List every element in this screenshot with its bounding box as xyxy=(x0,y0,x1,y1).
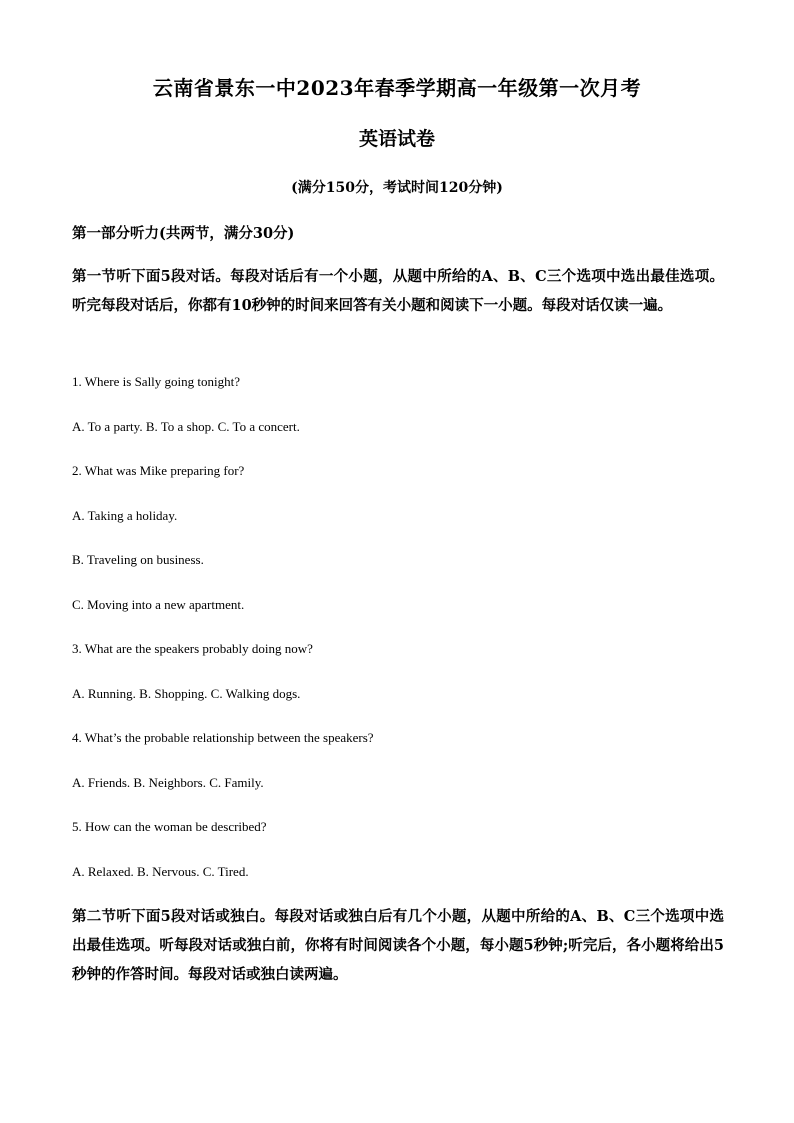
question-line: 1. Where is Sally going tonight? xyxy=(72,374,241,389)
option-line: A. Running. B. Shopping. C. Walking dogs. xyxy=(72,686,301,701)
option-line: A. Relaxed. B. Nervous. C. Tired. xyxy=(72,864,249,879)
question-line: 2. What was Mike preparing for? xyxy=(72,463,245,478)
exam-meta: (满分150分，考试时间120分钟) xyxy=(291,180,503,196)
option-line: C. Moving into a new apartment. xyxy=(72,597,245,612)
section-2-instructions: 第二节听下面5段对话或独白。每段对话或独白后有几个小题，从题中所给的A、B、C三个选项中选出最佳选项。听每段对话或独白前，你将有时间阅读各个小题，每小题5秒钟;听完后，各小题将给出5秒钟的作答时间。每段对话或独白读两遍。 xyxy=(72,908,724,983)
exam-title: 云南省景东一中2023年春季学期高一年级第一次月考 xyxy=(152,76,642,100)
question-line: 3. What are the speakers probably doing now? xyxy=(72,641,313,656)
option-line: A. Friends. B. Neighbors. C. Family. xyxy=(72,775,264,790)
option-line: A. To a party. B. To a shop. C. To a concert. xyxy=(72,419,300,434)
option-line: A. Taking a holiday. xyxy=(72,508,178,523)
question-line: 5. How can the woman be described? xyxy=(72,819,267,834)
part-heading: 第一部分听力(共两节，满分30分) xyxy=(72,225,295,242)
question-line: 4. What’s the probable relationship between the speakers? xyxy=(72,730,374,745)
exam-subject: 英语试卷 xyxy=(358,128,435,150)
section-1-instructions: 第一节听下面5段对话。每段对话后有一个小题，从题中所给的A、B、C三个选项中选出最佳选项。听完每段对话后，你都有10秒钟的时间来回答有关小题和阅读下一小题。每段对话仅读一遍。 xyxy=(72,268,724,314)
option-line: B. Traveling on business. xyxy=(72,552,204,567)
